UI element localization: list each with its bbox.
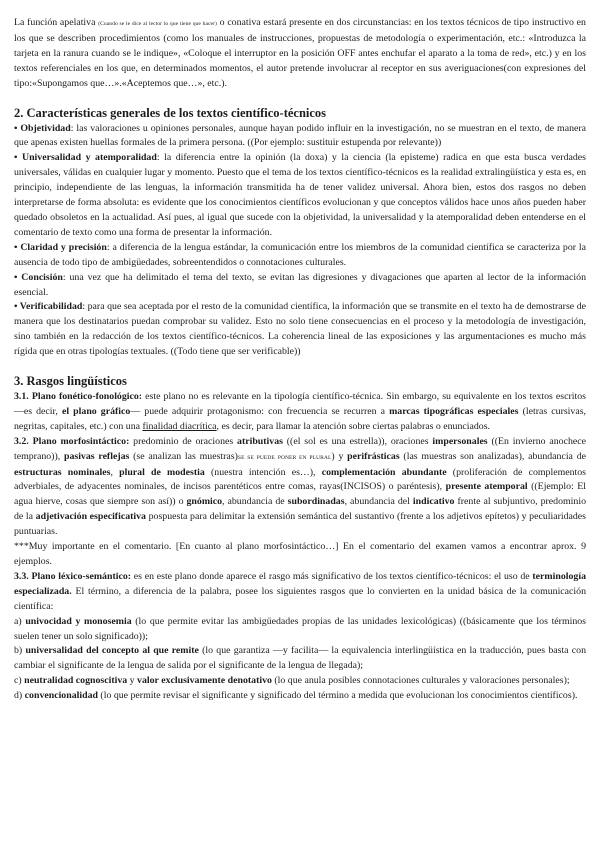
rasgo-a-item: a) univocidad y monosemia (lo que permite evitar las ambigüedades propias de las unidades lexicológicas) ((básicamente que los términos suelen tener un solo significado)); xyxy=(14,615,587,642)
intro-text-1: La función apelativa xyxy=(14,17,99,28)
intro-text-2: o conativa estará presente en dos circunstancias: en los textos técnicos de tipo instructivo en los que se describen procedimientos (como los manuales de instrucciones, propuestas de metodología o experimentación, etc.: «Introduzca la tarjeta en la ranura cuando se le indique», «Coloque el interruptor en la posición OFF antes enchufar el aparato a la toma de red», etc.) y en los textos referenciales en los que, en determinados momentos, el autor pretende involucrar al receptor en sus averiguaciones(con expresiones del tipo:«Supongamos que…».«Aceptemos que…», etc.). xyxy=(14,17,586,89)
objetividad-item xyxy=(14,122,586,152)
claridad-text: : a diferencia de la lengua estándar, la comunicación entre los miembros de la comunidad científica se caracteriza por la ausencia de todo tipo de ambigüedades, sobreentendidos o connotaciones culturales. xyxy=(14,241,587,268)
rasgo-b-item: b) universalidad del concepto al que remite (lo que garantiza —y facilita— la equivalencia interlingüística en la traducción, pues basta con cambiar el significante de la lengua de salida por el significante de la lengua de llegada); xyxy=(14,645,586,672)
concision-text: : una vez que ha delimitado el tema del texto, se evitan las digresiones y divagaciones que aparten al lector de la información esencial. xyxy=(14,271,587,298)
claridad-item xyxy=(14,241,586,271)
verificabilidad-item xyxy=(14,300,586,360)
claridad-term: • Claridad y precisión xyxy=(14,241,107,253)
plural-inline-note: SE SE PUEDE PONER EN PLURAL xyxy=(237,454,332,461)
concision-term: • Concisión xyxy=(14,271,63,283)
finalidad-diacritica-link-text: finalidad diacrítica xyxy=(142,420,217,432)
document-page xyxy=(14,16,586,704)
plano-fonetico-term: 3.1. Plano fonético-fonológico: xyxy=(14,391,143,403)
rasgo-c-item: c) neutralidad cognoscitiva y valor exclusivamente denotativo (lo que anula posibles connotaciones culturales y valoraciones personales); xyxy=(14,675,570,687)
universalidad-text: : la diferencia entre la opinión (la doxa) y la ciencia (la episteme) radica en que esta busca verdades universales, válidas en cualquier lugar y momento. Puesto que el tema de los textos científico-técnicos es la realidad extralingüística y esta es, en principio, independiente de las lenguas, la información transmitida ha de tener validez universal. Ahora bien, estos dos rasgos no deben interpretarse de forma absoluta: es evidente que los conocimientos científicos evolucionan y que conceptos válidos hace unos años pueden haber quedado obsoletos en la actualidad. Así pues, al igual que sucede con la objetividad, la universalidad y la atemporalidad deben entenderse en el comentario de texto como una forma de presentar la información. xyxy=(14,152,586,238)
plano-lexico-term: 3.3. Plano léxico-semántico: xyxy=(14,570,132,582)
concision-item xyxy=(14,271,586,301)
verificabilidad-term: • Verificabilidad xyxy=(14,301,83,313)
plano-morfosintactico-term: 3.2. Plano morfosintáctico: xyxy=(14,435,130,447)
section-2-heading: 2. Características generales de los textos científico-técnicos xyxy=(14,105,327,120)
objetividad-text: : las valoraciones u opiniones personales, aunque hayan podido influir en la investigación, no se muestran en el texto, de manera que apenas existen huellas formales de la primera persona. ((Por ejemplo: sustituir estupenda por relevante)) xyxy=(14,122,587,149)
intro-paragraph xyxy=(14,16,586,92)
intro-inline-note: (Cuando se le dice al lector lo que tiene que hacer) xyxy=(98,21,217,27)
universalidad-item xyxy=(14,151,586,240)
plano-grafico-term: el plano gráfico xyxy=(61,405,131,417)
rasgo-d-item: d) convencionalidad (lo que permite revisar el significante y significado del término a medida que evolucionan los conocimientos científicos). xyxy=(14,690,578,702)
plano-morfosintactico-item: 3.2. Plano morfosintáctico: predominio de oraciones atributivas ((el sol es una estrella)), oraciones impersonales ((En invierno anochece temprano)), pasivas reflejas (se analizan las muestras)SE SE PUEDE PONER EN PLURAL) y perifrásticas (las muestras son analizadas), abundancia de estructuras nominales, plural de modestia (nuestra intención es…), complementación abundante (proliferación de complementos adverbiales, de adyacentes nominales, de incisos parentéticos entre comas, rayas(INCISOS) o paréntesis), presente atemporal ((Ejemplo: El agua hierve, cosas que siempre son así)) o gnómico, abundancia de subordinadas, abundancia del indicativo frente al subjuntivo, predominio de la adjetivación especificativa pospuesta para delimitar la extensión semántica del sustantivo (frente a los adjetivos epítetos) y peculiaridades puntuarias. xyxy=(14,435,587,538)
verificabilidad-text: : para que sea aceptada por el resto de la comunidad científica, la información que se transmite en el texto ha de demostrarse de manera que los destinatarios puedan comprobar su validez. Esto no solo tiene consecuencias en el proceso y la metodología de investigación, sino también en la redacción de los textos científico-técnicos. La coherencia lineal de las exposiciones y las argumentaciones es mucho más rígida que en otras tipologías textuales. ((Todo tiene que ser verificable)) xyxy=(14,301,586,358)
universalidad-term: • Universalidad y atemporalidad xyxy=(14,152,157,164)
important-note: ***Muy importante en el comentario. [En cuanto al plano morfosintáctico…] En el comentario del examen vamos a encontrar aprox. 9 ejemplos. xyxy=(14,541,586,567)
objetividad-term: • Objetividad xyxy=(14,122,71,134)
plano-lexico-item: 3.3. Plano léxico-semántico: es en este plano donde aparece el rasgo más significativo de los textos científico-técnicos: el uso de terminología especializada. El término, a diferencia de la palabra, posee los siguientes rasgos que lo convierten en la unidad básica de la comunicación científica: xyxy=(14,570,586,612)
plano-fonetico-item: 3.1. Plano fonético-fonológico: este plano no es relevante en la tipología científico-técnica. Sin embargo, su equivalente en los textos escritos —es decir, el plano gráfico— puede adquirir protagonismo: con frecuencia se recurren a marcas tipográficas especiales (letras cursivas, negritas, capitales, etc.) con una finalidad diacrítica, es decir, para llamar la atención sobre ciertas palabras o enunciados. xyxy=(14,391,587,432)
section-3-heading: 3. Rasgos lingüísticos xyxy=(14,374,127,389)
marcas-tipograficas-term: marcas tipográficas especiales xyxy=(389,405,519,417)
